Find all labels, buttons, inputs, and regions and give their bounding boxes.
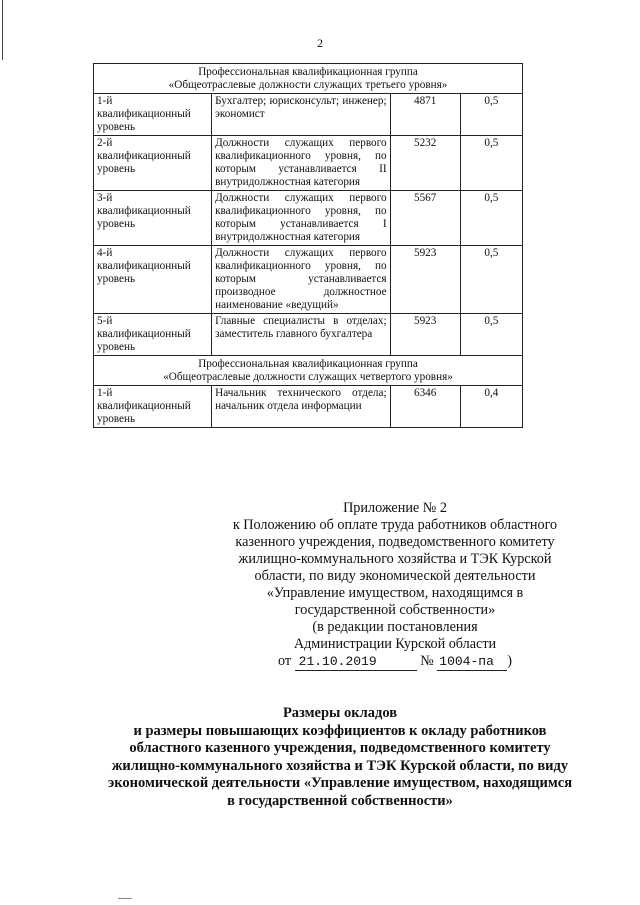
footer-mark [118,898,132,899]
coefficient-cell: 0,5 [460,94,522,136]
group-header-title: Профессиональная квалификационная группа [198,66,418,78]
title-line: экономической деятельности «Управление имуществом, находящимся [107,775,573,791]
salary-cell: 5923 [390,314,460,356]
date-prefix: от [277,653,292,669]
salary-cell: 5567 [390,191,460,246]
positions-cell: Главные специалисты в отделах; заместитель главного бухгалтера [212,314,390,356]
level-cell: 5-й квалификационный уровень [94,314,212,356]
appendix-line: «Управление имуществом, находящимся в [266,585,524,601]
table-row [94,191,523,246]
appendix-date-line [225,653,565,671]
positions-cell: Должности служащих первого квалификационного уровня, по которым устанавливается производное должностное наименование «ведущий» [212,246,390,314]
group-header-subtitle: «Общеотраслевые должности служащих четвертого уровня» [163,371,453,383]
document-title [40,705,640,810]
coefficient-cell: 0,5 [460,191,522,246]
coefficient-cell: 0,5 [460,314,522,356]
table-row [94,246,523,314]
page-number: 2 [317,36,323,50]
coefficient-cell: 0,5 [460,136,522,191]
table-row [94,136,523,191]
number-prefix: № [420,653,434,669]
appendix-line: государственной собственности» [294,602,496,618]
positions-cell: Должности служащих первого квалификационного уровня, по которым устанавливается I внутридолжностная категория [212,191,390,246]
table-row [94,94,523,136]
group-header-row [94,356,523,386]
appendix-line: (в редакции постановления [312,619,478,635]
positions-cell: Начальник технического отдела; начальник отдела информации [212,386,390,428]
number-value: 1004-па [437,653,507,671]
table-row [94,314,523,356]
positions-cell: Бухгалтер; юрисконсульт; инженер; экономист [212,94,390,136]
group-header-row [94,64,523,94]
appendix-line: к Положению об оплате труда работников областного [232,517,558,533]
number-suffix: ) [507,653,513,669]
scan-edge-line [2,0,3,60]
group-header [94,356,523,386]
appendix-line: казенного учреждения, подведомственного комитету [235,534,555,550]
appendix-line: жилищно-коммунального хозяйства и ТЭК Курской [238,551,552,567]
table-row [94,386,523,428]
salary-cell: 5232 [390,136,460,191]
level-cell: 3-й квалификационный уровень [94,191,212,246]
title-line: в государственной собственности» [227,792,453,809]
qualification-table [93,63,523,428]
salary-cell: 6346 [390,386,460,428]
appendix-block [225,500,565,671]
group-header-title: Профессиональная квалификационная группа [198,358,418,370]
salary-cell: 5923 [390,246,460,314]
group-header [94,64,523,94]
coefficient-cell: 0,5 [460,246,522,314]
appendix-title: Приложение № 2 [343,500,447,516]
title-line: и размеры повышающих коэффициентов к окладу работников [133,722,547,739]
level-cell: 1-й квалификационный уровень [94,94,212,136]
salary-cell: 4871 [390,94,460,136]
title-line: областного казенного учреждения, подведомственного комитету [129,740,551,756]
date-value: 21.10.2019 [295,653,417,671]
title-line: Размеры окладов [282,705,398,721]
group-header-subtitle: «Общеотраслевые должности служащих третьего уровня» [168,79,448,91]
title-line: жилищно-коммунального хозяйства и ТЭК Курской области, по виду [111,757,569,774]
level-cell: 2-й квалификационный уровень [94,136,212,191]
coefficient-cell: 0,4 [460,386,522,428]
appendix-line: области, по виду экономической деятельности [254,568,536,584]
level-cell: 4-й квалификационный уровень [94,246,212,314]
level-cell: 1-й квалификационный уровень [94,386,212,428]
positions-cell: Должности служащих первого квалификационного уровня, по которым устанавливается II внутридолжностная категория [212,136,390,191]
appendix-line: Администрации Курской области [293,636,497,652]
